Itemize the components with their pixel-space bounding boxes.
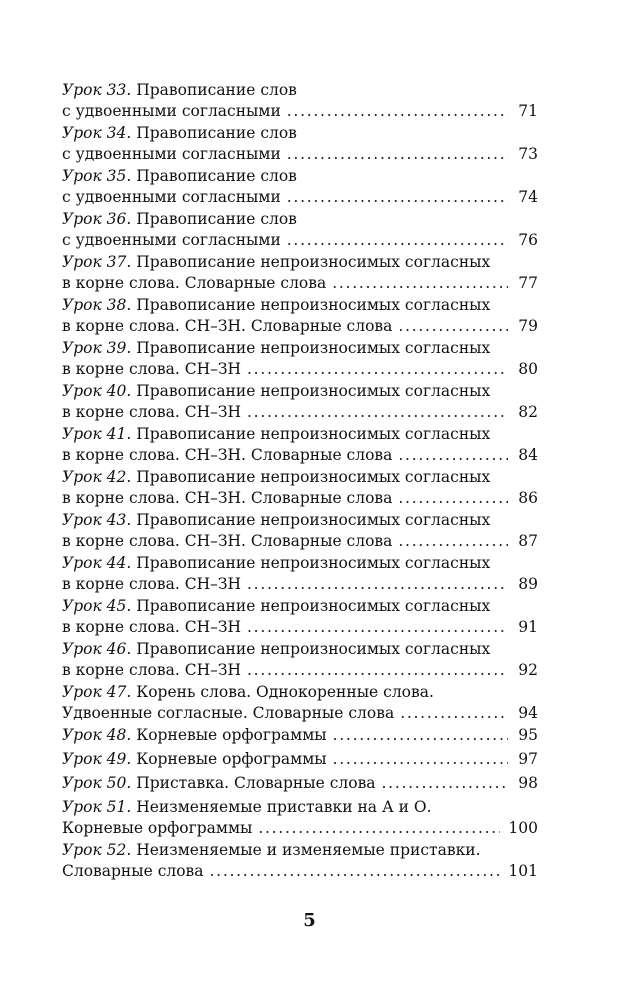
lesson-number: Урок 33. bbox=[62, 81, 132, 99]
lesson-number: Урок 45. bbox=[62, 597, 132, 615]
dot-leader bbox=[333, 749, 508, 770]
lesson-title: Правописание непроизносимых согласных bbox=[136, 511, 491, 529]
lesson-title: Правописание слов bbox=[136, 81, 297, 99]
lesson-title: Правописание непроизносимых согласных bbox=[136, 296, 491, 314]
lesson-number: Урок 43. bbox=[62, 511, 132, 529]
toc-entry bbox=[62, 797, 538, 839]
lesson-number: Урок 38. bbox=[62, 296, 132, 314]
page-ref: 92 bbox=[518, 661, 538, 679]
toc-entry bbox=[62, 338, 538, 380]
dot-leader bbox=[247, 617, 508, 638]
lesson-title: Правописание непроизносимых согласных bbox=[136, 597, 491, 615]
dot-leader bbox=[287, 230, 508, 251]
page-ref: 71 bbox=[518, 102, 538, 120]
lesson-title: Правописание непроизносимых согласных bbox=[136, 253, 491, 271]
toc-entry bbox=[62, 252, 538, 294]
lesson-title: с удвоенными согласными bbox=[62, 145, 281, 163]
lesson-title: в корне слова. СН–ЗН. Словарные слова bbox=[62, 532, 393, 550]
lesson-number: Урок 47. bbox=[62, 683, 132, 701]
lesson-number: Урок 51. bbox=[62, 798, 132, 816]
lesson-title: Правописание непроизносимых согласных bbox=[136, 468, 491, 486]
page-ref: 84 bbox=[518, 446, 538, 464]
lesson-title: с удвоенными согласными bbox=[62, 102, 281, 120]
lesson-title: Правописание слов bbox=[136, 210, 297, 228]
table-of-contents bbox=[62, 80, 538, 883]
lesson-number: Урок 50. bbox=[62, 774, 132, 792]
dot-leader bbox=[258, 818, 500, 839]
lesson-title: Правописание непроизносимых согласных bbox=[136, 425, 491, 443]
toc-entry bbox=[62, 209, 538, 251]
lesson-title: Корень слова. Однокоренные слова. bbox=[136, 683, 434, 701]
page-ref: 98 bbox=[518, 774, 538, 792]
toc-entry bbox=[62, 840, 538, 882]
lesson-title: в корне слова. СН–ЗН bbox=[62, 360, 242, 378]
page-ref: 91 bbox=[518, 618, 538, 636]
lesson-title: в корне слова. СН–ЗН. Словарные слова bbox=[62, 446, 393, 464]
page-ref: 100 bbox=[508, 819, 538, 837]
toc-entry bbox=[62, 639, 538, 681]
page-ref: 94 bbox=[518, 704, 538, 722]
lesson-title: Правописание слов bbox=[136, 167, 297, 185]
dot-leader bbox=[400, 703, 508, 724]
lesson-number: Урок 40. bbox=[62, 382, 132, 400]
lesson-number: Урок 37. bbox=[62, 253, 132, 271]
lesson-number: Урок 48. bbox=[62, 726, 132, 744]
toc-entry bbox=[62, 725, 538, 746]
lesson-title: Удвоенные согласные. Словарные слова bbox=[62, 704, 395, 722]
lesson-title: Правописание непроизносимых согласных bbox=[136, 554, 491, 572]
dot-leader bbox=[398, 445, 508, 466]
dot-leader bbox=[287, 144, 508, 165]
lesson-title: в корне слова. Словарные слова bbox=[62, 274, 327, 292]
page-ref: 80 bbox=[518, 360, 538, 378]
lesson-title: Правописание слов bbox=[136, 124, 297, 142]
lesson-title: с удвоенными согласными bbox=[62, 231, 281, 249]
page-ref: 82 bbox=[518, 403, 538, 421]
lesson-number: Урок 41. bbox=[62, 425, 132, 443]
page-ref: 76 bbox=[518, 231, 538, 249]
dot-leader bbox=[247, 402, 508, 423]
page-ref: 74 bbox=[518, 188, 538, 206]
lesson-title: Корневые орфограммы bbox=[136, 726, 327, 744]
page-ref: 97 bbox=[518, 750, 538, 768]
lesson-number: Урок 52. bbox=[62, 841, 132, 859]
toc-entry bbox=[62, 749, 538, 770]
dot-leader bbox=[210, 861, 501, 882]
lesson-title: в корне слова. СН–ЗН. Словарные слова bbox=[62, 317, 393, 335]
lesson-number: Урок 39. bbox=[62, 339, 132, 357]
toc-entry bbox=[62, 166, 538, 208]
lesson-title: в корне слова. СН–ЗН bbox=[62, 575, 242, 593]
lesson-number: Урок 49. bbox=[62, 750, 132, 768]
lesson-title: в корне слова. СН–ЗН. Словарные слова bbox=[62, 489, 393, 507]
dot-leader bbox=[287, 101, 508, 122]
dot-leader bbox=[247, 660, 508, 681]
dot-leader bbox=[398, 488, 508, 509]
toc-entry bbox=[62, 424, 538, 466]
lesson-title: Правописание непроизносимых согласных bbox=[136, 382, 491, 400]
toc-entry bbox=[62, 295, 538, 337]
lesson-number: Урок 42. bbox=[62, 468, 132, 486]
lesson-title: в корне слова. СН–ЗН bbox=[62, 661, 242, 679]
page-number: 5 bbox=[303, 910, 316, 931]
page-ref: 79 bbox=[518, 317, 538, 335]
page-ref: 73 bbox=[518, 145, 538, 163]
toc-entry bbox=[62, 510, 538, 552]
dot-leader bbox=[398, 531, 508, 552]
lesson-number: Урок 35. bbox=[62, 167, 132, 185]
dot-leader bbox=[247, 574, 508, 595]
lesson-title: Корневые орфограммы bbox=[62, 819, 253, 837]
lesson-title: с удвоенными согласными bbox=[62, 188, 281, 206]
page-ref: 87 bbox=[518, 532, 538, 550]
dot-leader bbox=[332, 273, 508, 294]
lesson-number: Урок 44. bbox=[62, 554, 132, 572]
toc-entry bbox=[62, 467, 538, 509]
lesson-title: Правописание непроизносимых согласных bbox=[136, 339, 491, 357]
toc-entry bbox=[62, 682, 538, 724]
page-ref: 77 bbox=[518, 274, 538, 292]
toc-entry bbox=[62, 773, 538, 794]
lesson-title: Приставка. Словарные слова bbox=[136, 774, 376, 792]
toc-entry bbox=[62, 596, 538, 638]
toc-entry bbox=[62, 381, 538, 423]
lesson-title: в корне слова. СН–ЗН bbox=[62, 403, 242, 421]
lesson-title: в корне слова. СН–ЗН bbox=[62, 618, 242, 636]
lesson-title: Правописание непроизносимых согласных bbox=[136, 640, 491, 658]
lesson-number: Урок 34. bbox=[62, 124, 132, 142]
dot-leader bbox=[333, 725, 508, 746]
lesson-title: Словарные слова bbox=[62, 862, 204, 880]
lesson-number: Урок 46. bbox=[62, 640, 132, 658]
dot-leader bbox=[382, 773, 508, 794]
lesson-title: Корневые орфограммы bbox=[136, 750, 327, 768]
toc-entry bbox=[62, 80, 538, 122]
toc-entry bbox=[62, 123, 538, 165]
toc-entry bbox=[62, 553, 538, 595]
dot-leader bbox=[287, 187, 508, 208]
page-ref: 86 bbox=[518, 489, 538, 507]
lesson-title: Неизменяемые приставки на А и О. bbox=[136, 798, 432, 816]
page-ref: 101 bbox=[508, 862, 538, 880]
lesson-number: Урок 36. bbox=[62, 210, 132, 228]
page-ref: 89 bbox=[518, 575, 538, 593]
dot-leader bbox=[398, 316, 508, 337]
page-ref: 95 bbox=[518, 726, 538, 744]
dot-leader bbox=[247, 359, 508, 380]
lesson-title: Неизменяемые и изменяемые приставки. bbox=[136, 841, 481, 859]
